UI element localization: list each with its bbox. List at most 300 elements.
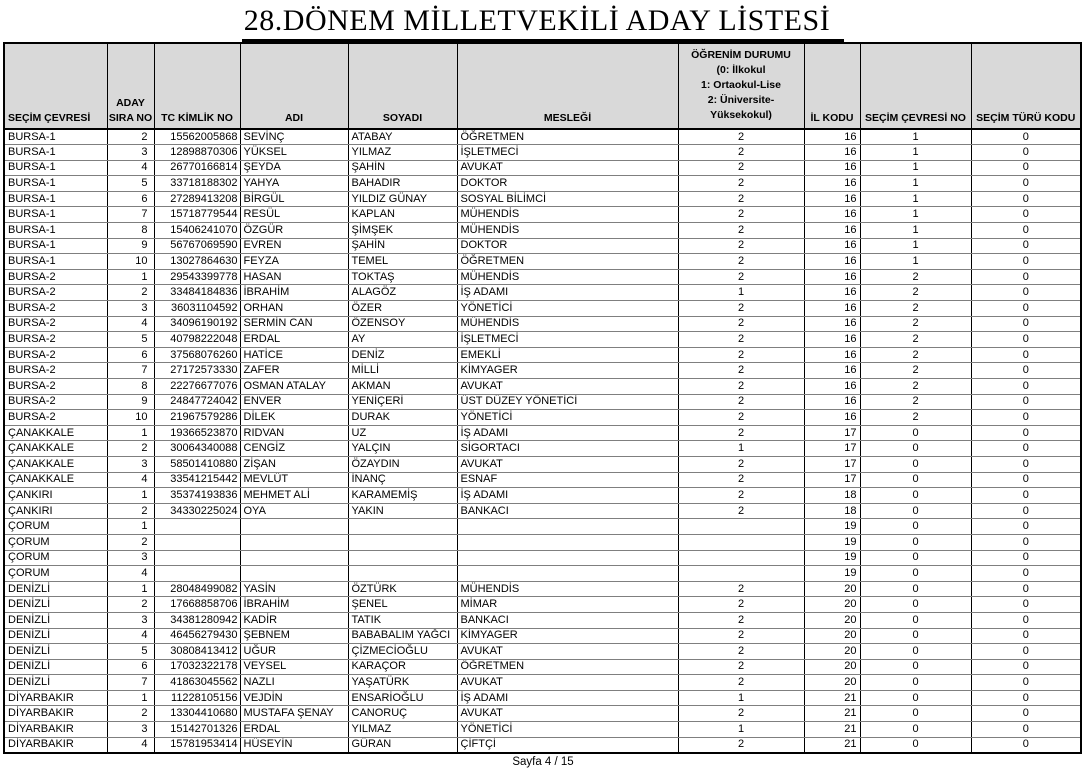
table-cell: 16 [804, 269, 860, 285]
table-cell: 2 [678, 410, 804, 426]
page-header [0, 4, 1086, 42]
table-cell: BURSA-2 [4, 347, 107, 363]
table-cell: 6 [107, 659, 154, 675]
table-cell: MEVLÜT [240, 472, 348, 488]
table-cell: 0 [860, 737, 971, 753]
table-cell: BURSA-1 [4, 207, 107, 223]
page-title: 28.DÖNEM MİLLETVEKİLİ ADAY LİSTESİ [242, 4, 844, 42]
table-cell: 2 [678, 737, 804, 753]
table-cell: 1 [678, 722, 804, 738]
table-cell: 4 [107, 566, 154, 582]
table-cell: 0 [971, 379, 1081, 395]
table-cell: 0 [971, 597, 1081, 613]
table-cell: 0 [860, 659, 971, 675]
table-cell: KİMYAGER [457, 363, 678, 379]
table-cell: 0 [971, 129, 1081, 145]
table-cell: 1 [107, 519, 154, 535]
table-cell: ÖZTÜRK [348, 581, 457, 597]
table-cell [457, 534, 678, 550]
table-row [4, 597, 1081, 613]
table-cell: 2 [678, 332, 804, 348]
table-row [4, 316, 1081, 332]
table-cell: 1 [107, 488, 154, 504]
table-cell: İŞ ADAMI [457, 488, 678, 504]
table-cell: 36031104592 [154, 301, 240, 317]
table-cell: ÖZENSOY [348, 316, 457, 332]
table-cell [154, 550, 240, 566]
table-cell: 2 [860, 379, 971, 395]
table-cell: 0 [860, 441, 971, 457]
table-row [4, 737, 1081, 753]
table-cell [348, 550, 457, 566]
table-cell: 0 [860, 644, 971, 660]
table-cell: 29543399778 [154, 269, 240, 285]
table-cell [240, 566, 348, 582]
header-row [4, 43, 1081, 129]
candidate-table [3, 42, 1082, 754]
table-cell: DENİZLİ [4, 597, 107, 613]
table-cell: 0 [971, 160, 1081, 176]
table-cell: SERMİN CAN [240, 316, 348, 332]
table-cell [154, 519, 240, 535]
table-cell: BURSA-1 [4, 129, 107, 145]
table-cell: 56767069590 [154, 238, 240, 254]
table-cell: OSMAN ATALAY [240, 379, 348, 395]
table-cell: 20 [804, 644, 860, 660]
table-cell: 0 [860, 503, 971, 519]
table-cell: 4 [107, 160, 154, 176]
table-cell [348, 566, 457, 582]
table-cell: 2 [678, 456, 804, 472]
table-cell: 2 [860, 332, 971, 348]
table-cell: 13027864630 [154, 254, 240, 270]
table-cell: 1 [860, 129, 971, 145]
table-cell: BURSA-2 [4, 379, 107, 395]
table-cell: 0 [971, 488, 1081, 504]
table-cell: ŞAHİN [348, 160, 457, 176]
table-row [4, 269, 1081, 285]
table-cell: 0 [971, 706, 1081, 722]
table-cell: ÜST DÜZEY YÖNETİCİ [457, 394, 678, 410]
table-cell: 3 [107, 612, 154, 628]
table-cell: 15142701326 [154, 722, 240, 738]
table-cell: 3 [107, 301, 154, 317]
column-header: TC KİMLİK NO [154, 43, 240, 129]
table-cell: 10 [107, 254, 154, 270]
table-row [4, 519, 1081, 535]
table-cell: 20 [804, 612, 860, 628]
table-row [4, 145, 1081, 161]
table-cell: BANKACI [457, 612, 678, 628]
table-cell: 2 [678, 675, 804, 691]
table-cell: 0 [971, 659, 1081, 675]
table-cell: 16 [804, 238, 860, 254]
table-row [4, 503, 1081, 519]
table-cell [678, 519, 804, 535]
table-cell: 2 [678, 191, 804, 207]
table-cell: 1 [107, 690, 154, 706]
column-header: ADAY SIRA NO [107, 43, 154, 129]
table-cell: 16 [804, 223, 860, 239]
table-cell: 2 [678, 472, 804, 488]
table-row [4, 534, 1081, 550]
column-header: İL KODU [804, 43, 860, 129]
table-cell: 15562005868 [154, 129, 240, 145]
table-cell: 16 [804, 254, 860, 270]
table-body [4, 129, 1081, 753]
table-cell: KARAÇOR [348, 659, 457, 675]
table-cell: 21 [804, 722, 860, 738]
table-cell: 1 [678, 285, 804, 301]
table-cell: 2 [678, 238, 804, 254]
table-cell: 2 [860, 285, 971, 301]
table-cell: 2 [107, 285, 154, 301]
table-cell [678, 550, 804, 566]
table-cell: 9 [107, 238, 154, 254]
table-row [4, 254, 1081, 270]
table-cell: 21 [804, 737, 860, 753]
table-cell: ESNAF [457, 472, 678, 488]
table-cell: AVUKAT [457, 160, 678, 176]
table-cell: ÖĞRETMEN [457, 659, 678, 675]
table-cell: YENİÇERİ [348, 394, 457, 410]
table-cell: AVUKAT [457, 675, 678, 691]
table-cell [457, 566, 678, 582]
table-cell: İŞLETMECİ [457, 145, 678, 161]
table-cell: 17 [804, 456, 860, 472]
table-cell: 1 [860, 160, 971, 176]
table-cell: 2 [107, 597, 154, 613]
table-cell: ÖĞRETMEN [457, 254, 678, 270]
table-cell: 0 [971, 644, 1081, 660]
table-cell: 7 [107, 363, 154, 379]
table-cell: 33484184836 [154, 285, 240, 301]
table-cell: DENİZLİ [4, 659, 107, 675]
table-cell: BİRGÜL [240, 191, 348, 207]
table-cell: 16 [804, 379, 860, 395]
table-cell: 3 [107, 550, 154, 566]
table-cell: 0 [860, 597, 971, 613]
table-cell: 24847724042 [154, 394, 240, 410]
table-cell: 20 [804, 628, 860, 644]
table-row [4, 223, 1081, 239]
table-cell: ÇANAKKALE [4, 472, 107, 488]
table-cell: 46456279430 [154, 628, 240, 644]
table-cell: İNANÇ [348, 472, 457, 488]
table-cell: 15781953414 [154, 737, 240, 753]
table-cell: AVUKAT [457, 456, 678, 472]
table-cell: BAHADIR [348, 176, 457, 192]
table-cell: 0 [860, 519, 971, 535]
table-cell: 2 [678, 379, 804, 395]
table-cell: AVUKAT [457, 644, 678, 660]
table-cell: 16 [804, 301, 860, 317]
table-cell: 0 [971, 285, 1081, 301]
table-cell: KARAMEMİŞ [348, 488, 457, 504]
table-cell [154, 534, 240, 550]
table-cell: 16 [804, 347, 860, 363]
table-cell: ÇANAKKALE [4, 425, 107, 441]
table-cell: 4 [107, 472, 154, 488]
table-row [4, 456, 1081, 472]
table-cell: ZİŞAN [240, 456, 348, 472]
table-cell: 19 [804, 566, 860, 582]
table-cell: MÜHENDİS [457, 316, 678, 332]
table-cell: DENİZLİ [4, 612, 107, 628]
table-cell: UZ [348, 425, 457, 441]
table-cell: 2 [678, 301, 804, 317]
table-cell: 22276677076 [154, 379, 240, 395]
table-cell: 2 [860, 363, 971, 379]
table-cell: VEYSEL [240, 659, 348, 675]
column-header: SEÇİM TÜRÜ KODU [971, 43, 1081, 129]
table-cell: 3 [107, 145, 154, 161]
table-cell: 2 [678, 597, 804, 613]
table-cell: 0 [860, 581, 971, 597]
table-cell: 17668858706 [154, 597, 240, 613]
table-cell: 4 [107, 628, 154, 644]
table-cell: 19366523870 [154, 425, 240, 441]
table-cell: 0 [860, 612, 971, 628]
table-cell: 0 [971, 301, 1081, 317]
table-row [4, 160, 1081, 176]
table-cell: 2 [678, 207, 804, 223]
table-cell: 2 [107, 706, 154, 722]
table-cell: 35374193836 [154, 488, 240, 504]
table-cell: HATİCE [240, 347, 348, 363]
table-cell: 11228105156 [154, 690, 240, 706]
table-cell: EVREN [240, 238, 348, 254]
table-row [4, 472, 1081, 488]
table-cell: 0 [971, 737, 1081, 753]
table-cell: YASİN [240, 581, 348, 597]
table-cell: 0 [971, 363, 1081, 379]
table-cell: YILDIZ GÜNAY [348, 191, 457, 207]
column-header: SEÇİM ÇEVRESİ NO [860, 43, 971, 129]
table-cell: 5 [107, 176, 154, 192]
column-header: ADI [240, 43, 348, 129]
table-cell: 1 [678, 690, 804, 706]
table-cell: 2 [678, 706, 804, 722]
table-cell: 17 [804, 472, 860, 488]
table-cell: 6 [107, 191, 154, 207]
table-cell: 16 [804, 285, 860, 301]
table-cell: 0 [860, 628, 971, 644]
table-cell: 16 [804, 160, 860, 176]
table-cell: DURAK [348, 410, 457, 426]
table-cell: CENGİZ [240, 441, 348, 457]
table-cell: 0 [971, 347, 1081, 363]
table-cell: 0 [971, 675, 1081, 691]
table-cell: 17 [804, 425, 860, 441]
table-cell: 4 [107, 316, 154, 332]
table-cell: ERDAL [240, 722, 348, 738]
table-cell: 2 [678, 581, 804, 597]
table-cell: 28048499082 [154, 581, 240, 597]
table-cell: BURSA-2 [4, 316, 107, 332]
table-row [4, 425, 1081, 441]
table-cell: 34096190192 [154, 316, 240, 332]
table-cell: 0 [971, 628, 1081, 644]
table-cell: 33541215442 [154, 472, 240, 488]
table-cell: YÜKSEL [240, 145, 348, 161]
table-cell: HÜSEYİN [240, 737, 348, 753]
table-cell: 0 [971, 581, 1081, 597]
table-cell: 16 [804, 129, 860, 145]
table-cell: 3 [107, 456, 154, 472]
table-cell: ENVER [240, 394, 348, 410]
table-cell: 2 [107, 534, 154, 550]
table-cell: 30064340088 [154, 441, 240, 457]
table-row [4, 410, 1081, 426]
table-cell: AY [348, 332, 457, 348]
table-cell: MİMAR [457, 597, 678, 613]
table-cell: DİYARBAKIR [4, 722, 107, 738]
table-cell: ÖZER [348, 301, 457, 317]
table-cell: 17 [804, 441, 860, 457]
table-cell: NAZLI [240, 675, 348, 691]
table-cell: ERDAL [240, 332, 348, 348]
table-cell: 1 [860, 238, 971, 254]
table-cell: TEMEL [348, 254, 457, 270]
table-cell: 34381280942 [154, 612, 240, 628]
table-cell: 0 [971, 425, 1081, 441]
table-cell: BURSA-1 [4, 145, 107, 161]
table-cell: 58501410880 [154, 456, 240, 472]
table-cell: 2 [860, 347, 971, 363]
table-cell: 19 [804, 550, 860, 566]
table-cell: YAKIN [348, 503, 457, 519]
table-cell: BABABALIM YAĞCI [348, 628, 457, 644]
table-cell: ŞEYDA [240, 160, 348, 176]
page-number: Sayfa 4 / 15 [512, 756, 574, 768]
table-cell: BURSA-2 [4, 269, 107, 285]
table-cell: 0 [971, 472, 1081, 488]
table-row [4, 394, 1081, 410]
table-row [4, 706, 1081, 722]
table-cell: DENİZLİ [4, 581, 107, 597]
table-cell: 30808413412 [154, 644, 240, 660]
table-cell: YÖNETİCİ [457, 410, 678, 426]
table-cell: 0 [971, 612, 1081, 628]
table-cell: DOKTOR [457, 238, 678, 254]
table-cell: 2 [678, 223, 804, 239]
table-cell: 0 [860, 456, 971, 472]
table-cell: 19 [804, 519, 860, 535]
table-cell: BURSA-1 [4, 254, 107, 270]
table-cell [348, 534, 457, 550]
table-cell: 16 [804, 191, 860, 207]
table-cell: RESÜL [240, 207, 348, 223]
table-cell: KADİR [240, 612, 348, 628]
table-cell: 2 [107, 441, 154, 457]
table-cell: 2 [678, 363, 804, 379]
table-cell: YILMAZ [348, 145, 457, 161]
table-row [4, 238, 1081, 254]
table-cell: KAPLAN [348, 207, 457, 223]
table-row [4, 612, 1081, 628]
column-header: ÖĞRENİM DURUMU (0: İlkokul 1: Ortaokul-Lise 2: Üniversite- Yüksekokul) [678, 43, 804, 129]
table-row [4, 191, 1081, 207]
table-cell: EMEKLİ [457, 347, 678, 363]
table-cell: BURSA-1 [4, 160, 107, 176]
table-cell: 2 [860, 269, 971, 285]
table-cell: ŞENEL [348, 597, 457, 613]
table-cell: 2 [678, 503, 804, 519]
table-cell: 2 [107, 503, 154, 519]
table-row [4, 301, 1081, 317]
table-cell: DENİZLİ [4, 644, 107, 660]
table-cell: 1 [678, 441, 804, 457]
table-row [4, 176, 1081, 192]
table-cell: 0 [860, 690, 971, 706]
table-cell: ÖZGÜR [240, 223, 348, 239]
table-cell: 0 [971, 441, 1081, 457]
table-cell: AKMAN [348, 379, 457, 395]
table-cell: 34330225024 [154, 503, 240, 519]
table-cell: 0 [971, 410, 1081, 426]
table-cell: BURSA-1 [4, 238, 107, 254]
table-cell: 18 [804, 488, 860, 504]
table-cell: 2 [678, 160, 804, 176]
table-cell: İBRAHİM [240, 597, 348, 613]
table-cell [240, 550, 348, 566]
table-cell: 20 [804, 581, 860, 597]
table-cell: 0 [860, 472, 971, 488]
table-cell: 16 [804, 145, 860, 161]
table-cell: BURSA-2 [4, 394, 107, 410]
table-cell: TOKTAŞ [348, 269, 457, 285]
table-row [4, 207, 1081, 223]
table-cell: 0 [971, 223, 1081, 239]
table-cell: 10 [107, 410, 154, 426]
table-cell: İŞ ADAMI [457, 690, 678, 706]
table-cell: ÖĞRETMEN [457, 129, 678, 145]
table-cell: 0 [971, 456, 1081, 472]
table-cell: ATABAY [348, 129, 457, 145]
table-cell: BURSA-2 [4, 332, 107, 348]
table-cell: AVUKAT [457, 379, 678, 395]
table-cell: 27172573330 [154, 363, 240, 379]
table-cell: 8 [107, 223, 154, 239]
table-cell: ÇANAKKALE [4, 456, 107, 472]
table-cell: 2 [860, 316, 971, 332]
table-cell: MÜHENDİS [457, 269, 678, 285]
table-cell: 2 [678, 347, 804, 363]
table-cell: DİLEK [240, 410, 348, 426]
table-cell: DİYARBAKIR [4, 690, 107, 706]
table-cell: 1 [860, 223, 971, 239]
table-cell: 20 [804, 659, 860, 675]
table-cell [240, 519, 348, 535]
table-cell [348, 519, 457, 535]
table-cell: ÇORUM [4, 566, 107, 582]
table-cell: 2 [678, 269, 804, 285]
table-cell: AVUKAT [457, 706, 678, 722]
table-row [4, 566, 1081, 582]
table-row [4, 722, 1081, 738]
table-cell: 1 [107, 269, 154, 285]
table-cell: 4 [107, 737, 154, 753]
table-cell: FEYZA [240, 254, 348, 270]
table-cell: 21 [804, 706, 860, 722]
table-cell [154, 566, 240, 582]
table-cell: 0 [860, 425, 971, 441]
table-cell: 0 [971, 191, 1081, 207]
table-cell: SEVİNÇ [240, 129, 348, 145]
table-cell: 19 [804, 534, 860, 550]
table-cell: 8 [107, 379, 154, 395]
